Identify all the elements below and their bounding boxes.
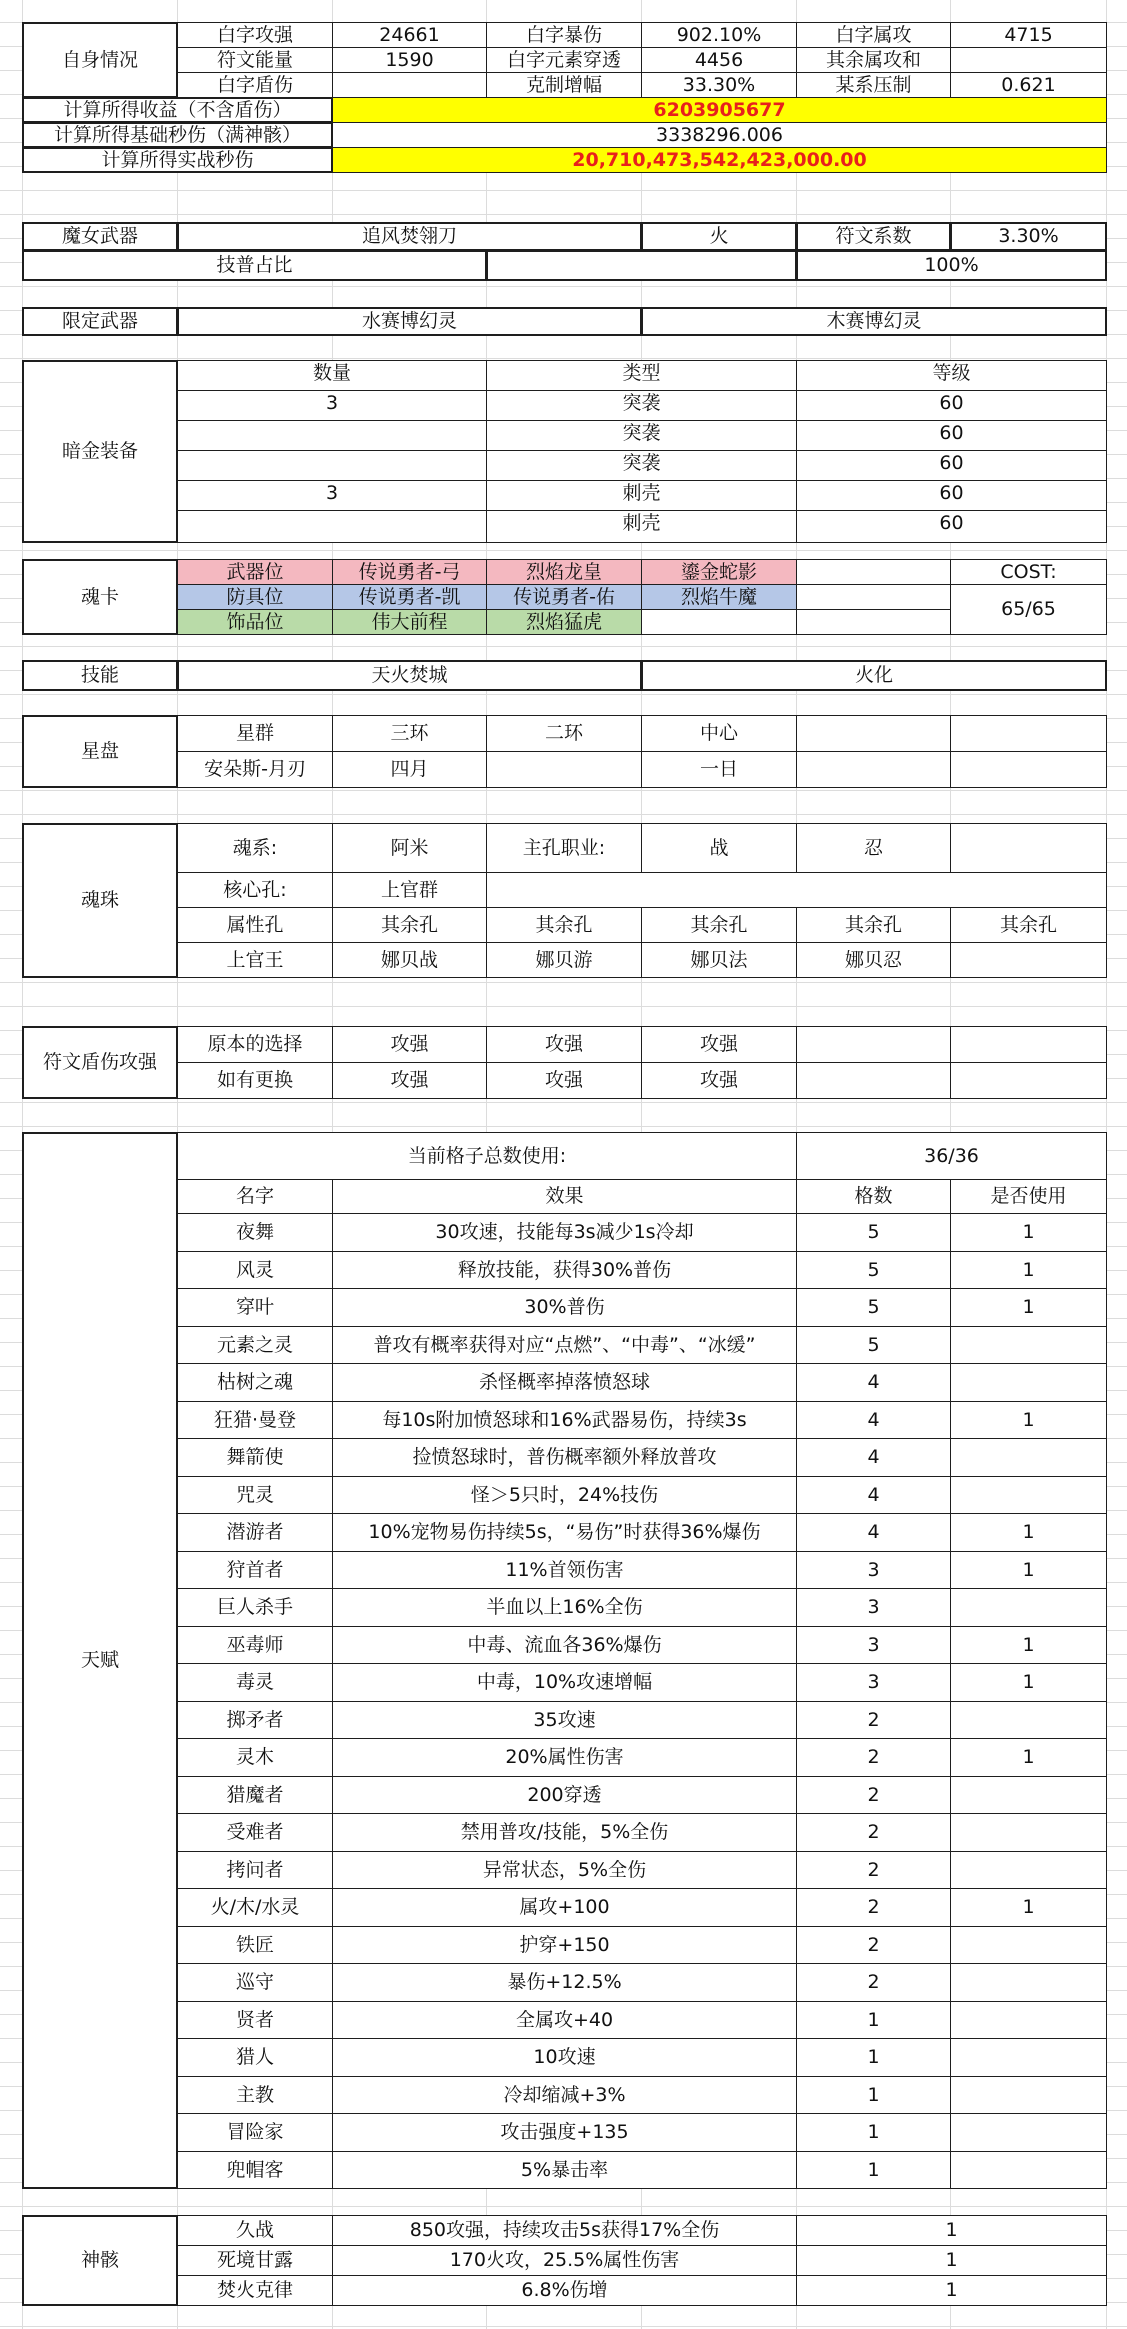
orb-cell: 其余孔 [332,907,487,943]
relic-count: 1 [796,2275,1107,2306]
talent-effect: 护穿+150 [332,1926,797,1964]
talent-value: 2 [796,1738,951,1777]
skill-ratio-empty [486,250,797,281]
talent-value [950,1926,1107,1964]
orb-cell: 阿米 [332,823,487,873]
talent-effect: 普攻有概率获得对应“点燃”、“中毒”、“冰缓” [332,1326,797,1364]
orb-cell: 魂系: [177,823,333,873]
talent-effect: 中毒、流血各36%爆伤 [332,1626,797,1664]
stat-cell: 0.621 [950,72,1107,98]
starmap-cell: 中心 [641,715,797,752]
starmap-cell: 安朵斯-月刃 [177,751,333,788]
relic-name: 焚火克律 [177,2275,333,2306]
skill-ratio-label: 技普占比 [22,250,487,281]
talent-name: 主教 [177,2076,333,2114]
talent-value [950,2038,1107,2077]
talent-value: 3 [796,1551,951,1589]
stat-cell: 4715 [950,22,1107,48]
grid-line [0,1006,1127,1007]
stat-cell [332,72,487,98]
talent-value: 1 [950,1663,1107,1702]
talent-value [950,1588,1107,1627]
talent-effect: 10攻速 [332,2038,797,2077]
talent-effect: 半血以上16%全伤 [332,1588,797,1627]
gear-cell: 60 [796,450,1107,481]
grid-line [0,1126,1127,1127]
talent-name: 狂猎·曼登 [177,1401,333,1439]
talent-value [950,1813,1107,1852]
talent-value: 2 [796,1963,951,2002]
rune-cell: 攻强 [486,1026,642,1063]
talent-value: 2 [796,1926,951,1964]
grid-line [0,1102,1127,1103]
talent-value: 1 [950,1888,1107,1927]
orb-cell: 娜贝战 [332,942,487,978]
talent-value: 1 [950,1401,1107,1439]
talent-value: 1 [950,1251,1107,1289]
orb-cell: 属性孔 [177,907,333,943]
orb-cell: 娜贝游 [486,942,642,978]
talent-value: 1 [950,1288,1107,1327]
talent-effect: 异常状态，5%全伤 [332,1851,797,1889]
skill-label: 技能 [22,660,178,691]
talent-name: 冒险家 [177,2113,333,2152]
gear-cell: 刺壳 [486,510,797,543]
talent-name: 枯树之魂 [177,1363,333,1402]
talent-name: 铁匠 [177,1926,333,1964]
base-dps-label: 计算所得基础秒伤（满神骸） [22,122,333,148]
soulcard-cell: 烈焰猛虎 [486,609,642,635]
starmap-cell [486,751,642,788]
grid-line [0,2206,1127,2207]
gear-header: 等级 [796,360,1107,391]
talent-value: 2 [796,1888,951,1927]
gear-cell [177,450,487,481]
talent-value: 3 [796,1588,951,1627]
limited-weapon-2: 木赛博幻灵 [641,307,1107,336]
rune-cell [950,1062,1107,1099]
talent-effect: 5%暴击率 [332,2151,797,2189]
talent-value [950,1476,1107,1514]
soulcard-label: 魂卡 [22,559,178,635]
gain-value: 6203905677 [332,97,1107,123]
stat-cell: 24661 [332,22,487,48]
talent-value: 1 [950,1213,1107,1252]
relic-name: 死境甘露 [177,2245,333,2276]
talent-effect: 暴伤+12.5% [332,1963,797,2002]
rune-cell: 原本的选择 [177,1026,333,1063]
talent-value: 3 [796,1626,951,1664]
orb-cell: 其余孔 [796,907,951,943]
talent-effect: 冷却缩减+3% [332,2076,797,2114]
starmap-cell: 四月 [332,751,487,788]
stat-cell: 符文能量 [177,47,333,73]
grid-line [0,358,1127,359]
talent-effect: 每10s附加愤怒球和16%武器易伤，持续3s [332,1401,797,1439]
gear-cell: 3 [177,390,487,421]
talent-value [950,1851,1107,1889]
gear-cell: 3 [177,480,487,511]
talent-value: 1 [796,2113,951,2152]
stat-cell: 克制增幅 [486,72,642,98]
gear-cell: 60 [796,420,1107,451]
talent-total-label: 当前格子总数使用: [177,1132,797,1180]
talent-header: 效果 [332,1179,797,1214]
talent-value: 1 [796,2038,951,2077]
limited-weapon-1: 水赛博幻灵 [177,307,642,336]
rune-cell [950,1026,1107,1063]
talent-name: 巡守 [177,1963,333,2002]
starmap-label: 星盘 [22,715,178,788]
orb-cell: 娜贝忍 [796,942,951,978]
relic-effect: 170火攻，25.5%属性伤害 [332,2245,797,2276]
talent-header: 是否使用 [950,1179,1107,1214]
talent-effect: 属攻+100 [332,1888,797,1927]
talent-effect: 20%属性伤害 [332,1738,797,1777]
skill-1: 天火焚城 [177,660,642,691]
soulcard-cell [796,609,951,635]
talent-name: 兜帽客 [177,2151,333,2189]
talent-name: 猎人 [177,2038,333,2077]
starmap-cell: 一日 [641,751,797,788]
talent-name: 潜游者 [177,1513,333,1552]
gear-cell: 60 [796,390,1107,421]
skill-2: 火化 [641,660,1107,691]
grid-line [0,814,1127,815]
rune-cell: 攻强 [641,1062,797,1099]
talent-value: 1 [950,1626,1107,1664]
talent-value [950,2151,1107,2189]
relic-effect: 850攻强，持续攻击5s获得17%全伤 [332,2215,797,2246]
talent-name: 咒灵 [177,1476,333,1514]
talent-effect: 30攻速，技能每3s减少1s冷却 [332,1213,797,1252]
talent-name: 拷问者 [177,1851,333,1889]
orb-cell: 其余孔 [950,907,1107,943]
stat-cell: 其余属攻和 [796,47,951,73]
talent-effect: 怪＞5只时，24%技伤 [332,1476,797,1514]
orb-cell: 战 [641,823,797,873]
orb-core-empty [486,872,1107,908]
talent-effect: 200穿透 [332,1776,797,1814]
gear-cell: 突袭 [486,390,797,421]
relic-effect: 6.8%伤增 [332,2275,797,2306]
stat-cell: 白字元素穿透 [486,47,642,73]
talent-name: 贤者 [177,2001,333,2039]
talent-value: 1 [950,1551,1107,1589]
talent-value [950,1963,1107,2002]
skill-ratio-value: 100% [796,250,1107,281]
grid-line [0,694,1127,695]
rune-cell [796,1062,951,1099]
orb-cell: 忍 [796,823,951,873]
orb-cell [950,823,1107,873]
talent-value: 3 [796,1663,951,1702]
talent-value: 2 [796,1813,951,1852]
cost-value: 65/65 [950,584,1107,635]
talent-value [950,1326,1107,1364]
talent-name: 巨人杀手 [177,1588,333,1627]
talent-value: 4 [796,1476,951,1514]
talent-value [950,2113,1107,2152]
relic-name: 久战 [177,2215,333,2246]
soulcard-cell: 烈焰牛魔 [641,584,797,610]
orb-core-label: 核心孔: [177,872,333,908]
rune-label: 符文盾伤攻强 [22,1026,178,1099]
real-dps-label: 计算所得实战秒伤 [22,147,333,173]
talent-label: 天赋 [22,1132,178,2189]
talent-effect: 35攻速 [332,1701,797,1739]
grid-line [0,190,1127,191]
talent-value: 1 [796,2001,951,2039]
grid-line [0,286,1127,287]
soulcard-cell: 烈焰龙皇 [486,559,642,585]
talent-name: 受难者 [177,1813,333,1852]
talent-value: 1 [950,1738,1107,1777]
talent-value: 4 [796,1438,951,1477]
talent-effect: 杀怪概率掉落愤怒球 [332,1363,797,1402]
stat-cell: 白字盾伤 [177,72,333,98]
talent-name: 猎魔者 [177,1776,333,1814]
rune-coef-value: 3.30% [950,222,1107,251]
soulcard-cell [796,559,951,585]
grid-line [0,646,1127,647]
talent-value: 5 [796,1326,951,1364]
weapon-name: 追风焚翎刀 [177,222,642,251]
talent-header: 格数 [796,1179,951,1214]
gear-cell: 刺壳 [486,480,797,511]
starmap-cell: 星群 [177,715,333,752]
orb-label: 魂珠 [22,823,178,978]
stat-cell: 33.30% [641,72,797,98]
talent-value [950,1701,1107,1739]
gear-label: 暗金装备 [22,360,178,543]
section-label-self: 自身情况 [22,22,178,98]
orb-cell: 主孔职业: [486,823,642,873]
talent-value: 4 [796,1513,951,1552]
grid-line [0,982,1127,983]
talent-effect: 全属攻+40 [332,2001,797,2039]
talent-value: 5 [796,1251,951,1289]
talent-effect: 10%宠物易伤持续5s，“易伤”时获得36%爆伤 [332,1513,797,1552]
talent-value: 2 [796,1701,951,1739]
talent-value [950,2076,1107,2114]
talent-name: 掷矛者 [177,1701,333,1739]
stat-cell: 某系压制 [796,72,951,98]
soulcard-cell: 饰品位 [177,609,333,635]
talent-effect: 中毒，10%攻速增幅 [332,1663,797,1702]
weapon-label: 魔女武器 [22,222,178,251]
gear-cell: 突袭 [486,450,797,481]
soulcard-cell: 防具位 [177,584,333,610]
gear-cell: 60 [796,510,1107,543]
rune-cell [796,1026,951,1063]
starmap-cell [796,751,951,788]
stat-cell [950,47,1107,73]
soulcard-cell [641,609,797,635]
orb-cell: 其余孔 [641,907,797,943]
base-dps-value: 3338296.006 [332,122,1107,148]
talent-name: 穿叶 [177,1288,333,1327]
rune-cell: 攻强 [641,1026,797,1063]
talent-effect: 11%首领伤害 [332,1551,797,1589]
orb-core-value: 上官群 [332,872,487,908]
talent-value [950,1776,1107,1814]
starmap-cell [950,715,1107,752]
rune-cell: 攻强 [486,1062,642,1099]
talent-value [950,2001,1107,2039]
starmap-cell: 二环 [486,715,642,752]
talent-value: 1 [796,2151,951,2189]
starmap-cell [796,715,951,752]
soulcard-cell: 鎏金蛇影 [641,559,797,585]
starmap-cell: 三环 [332,715,487,752]
talent-name: 风灵 [177,1251,333,1289]
talent-value: 4 [796,1401,951,1439]
soulcard-cell: 传说勇者-凯 [332,584,487,610]
talent-value: 4 [796,1363,951,1402]
rune-cell: 如有更换 [177,1062,333,1099]
rune-cell: 攻强 [332,1062,487,1099]
rune-cell: 攻强 [332,1026,487,1063]
talent-name: 狩首者 [177,1551,333,1589]
rune-coef-label: 符文系数 [796,222,951,251]
talent-effect: 攻击强度+135 [332,2113,797,2152]
stat-cell: 白字暴伤 [486,22,642,48]
soulcard-cell: 武器位 [177,559,333,585]
stat-cell: 902.10% [641,22,797,48]
talent-value: 5 [796,1288,951,1327]
gear-cell: 突袭 [486,420,797,451]
stat-cell: 1590 [332,47,487,73]
starmap-cell [950,751,1107,788]
talent-name: 舞箭使 [177,1438,333,1477]
orb-cell: 上官王 [177,942,333,978]
stat-cell: 4456 [641,47,797,73]
talent-value [950,1363,1107,1402]
gear-header: 数量 [177,360,487,391]
talent-name: 火/木/水灵 [177,1888,333,1927]
cost-label: COST: [950,559,1107,585]
gear-cell [177,510,487,543]
gear-header: 类型 [486,360,797,391]
real-dps-value: 20,710,473,542,423,000.00 [332,147,1107,173]
talent-value: 5 [796,1213,951,1252]
orb-cell: 其余孔 [486,907,642,943]
soulcard-cell: 传说勇者-弓 [332,559,487,585]
talent-effect: 捡愤怒球时，普伤概率额外释放普攻 [332,1438,797,1477]
stat-cell: 白字攻强 [177,22,333,48]
gear-cell: 60 [796,480,1107,511]
talent-effect: 禁用普攻/技能，5%全伤 [332,1813,797,1852]
grid-line [0,550,1127,551]
weapon-element: 火 [641,222,797,251]
grid-line [0,214,1127,215]
soulcard-cell: 传说勇者-佑 [486,584,642,610]
talent-total-value: 36/36 [796,1132,1107,1180]
talent-name: 元素之灵 [177,1326,333,1364]
talent-value: 2 [796,1851,951,1889]
talent-name: 夜舞 [177,1213,333,1252]
talent-effect: 释放技能，获得30%普伤 [332,1251,797,1289]
stat-cell: 白字属攻 [796,22,951,48]
relic-count: 1 [796,2215,1107,2246]
relic-count: 1 [796,2245,1107,2276]
soulcard-cell: 伟大前程 [332,609,487,635]
talent-value [950,1438,1107,1477]
gear-cell [177,420,487,451]
talent-value: 2 [796,1776,951,1814]
grid-line [0,2326,1127,2327]
gain-label: 计算所得收益（不含盾伤） [22,97,333,123]
talent-value: 1 [796,2076,951,2114]
talent-effect: 30%普伤 [332,1288,797,1327]
talent-name: 毒灵 [177,1663,333,1702]
grid-line [0,790,1127,791]
orb-cell [950,942,1107,978]
talent-header: 名字 [177,1179,333,1214]
limited-label: 限定武器 [22,307,178,336]
soulcard-cell [796,584,951,610]
talent-name: 灵木 [177,1738,333,1777]
relic-label: 神骸 [22,2215,178,2306]
talent-value: 1 [950,1513,1107,1552]
orb-cell: 娜贝法 [641,942,797,978]
talent-name: 巫毒师 [177,1626,333,1664]
